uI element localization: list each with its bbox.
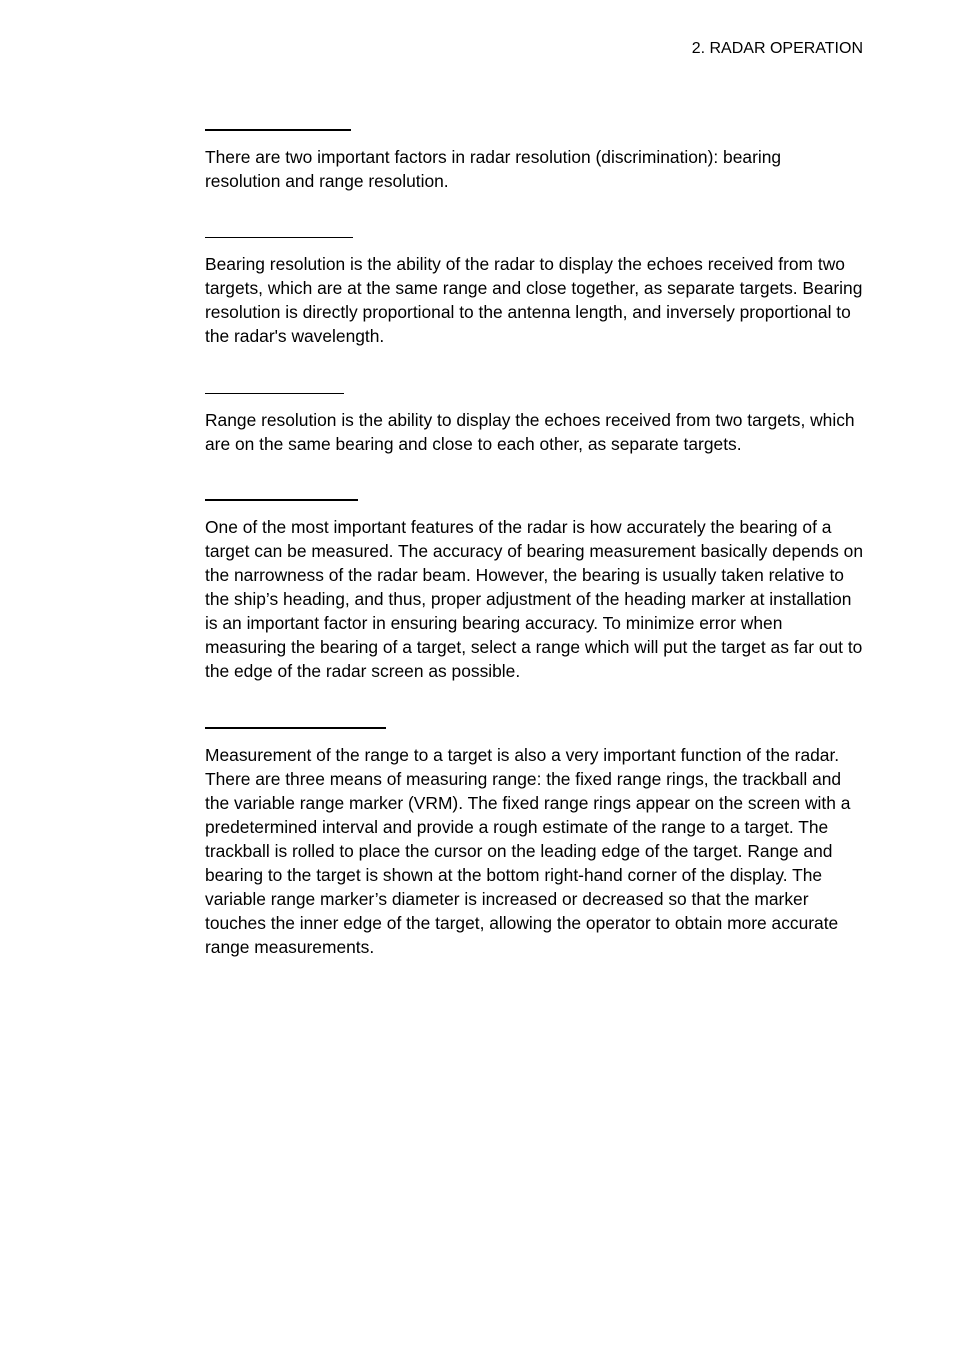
section-heading-rule xyxy=(205,499,358,501)
section-paragraph: Bearing resolution is the ability of the radar to display the echoes received from two targets, which are at the same range and close together, as separate targets. Bearing resolution is directly proportional to the antenna length, and inversely proportional to the radar's wavelength. xyxy=(205,254,863,346)
section-paragraph: There are two important factors in radar resolution (discrimination): bearing resolution and range resolution. xyxy=(205,147,782,191)
section-bearing-resolution xyxy=(205,237,875,348)
section-heading-rule xyxy=(205,129,351,131)
section-bearing-accuracy xyxy=(205,499,875,683)
section-paragraph: Measurement of the range to a target is also a very important function of the radar. There are three means of measuring range: the fixed range rings, the trackball and the variable range marker (VRM). The fixed range rings appear on the screen with a predetermined interval and provide a rough estimate of the range to a target. The trackball is rolled to place the cursor on the leading edge of the target. Range and bearing to the target is shown at the bottom right-hand corner of the display. The variable range marker’s diameter is increased or decreased so that the marker touches the inner edge of the target, allowing the operator to obtain more accurate range measurements. xyxy=(205,745,851,957)
section-heading-rule xyxy=(205,393,344,394)
section-resolution xyxy=(205,129,875,193)
section-range-resolution xyxy=(205,393,875,456)
section-paragraph: One of the most important features of the radar is how accurately the bearing of a target can be measured. The accuracy of bearing measurement basically depends on the narrowness of the radar beam. However, the bearing is usually taken relative to the ship’s heading, and thus, proper adjustment of the heading marker at installation is an important factor in ensuring bearing accuracy. To minimize error when measuring the bearing of a target, select a range which will put the target as far out to the edge of the radar screen as possible. xyxy=(205,517,864,681)
section-paragraph: Range resolution is the ability to display the echoes received from two targets, which are on the same bearing and close to each other, as separate targets. xyxy=(205,410,855,454)
section-heading-rule xyxy=(205,237,353,238)
section-heading-rule xyxy=(205,727,386,729)
running-header: 2. RADAR OPERATION xyxy=(691,40,863,57)
section-range-measurement xyxy=(205,727,875,959)
